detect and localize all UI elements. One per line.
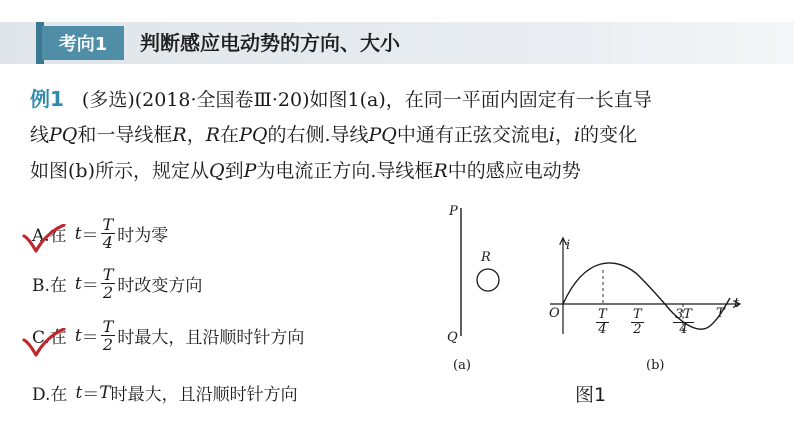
equals: ＝: [81, 226, 99, 246]
example-label: 例1: [30, 87, 64, 111]
section-title: 判断感应电动势的方向、大小: [140, 31, 400, 55]
equals: ＝: [81, 328, 99, 348]
figure-a: [440, 198, 520, 378]
text: 为电流正方向.导线框: [256, 160, 434, 182]
var-t: t: [74, 223, 82, 244]
loop-r: [477, 269, 499, 291]
option-c-prefix: C.在: [32, 328, 67, 348]
current-curve: [563, 263, 730, 329]
fraction-t-over-4: [101, 216, 116, 251]
var-t: t: [75, 382, 83, 403]
denominator: 4: [102, 233, 113, 252]
fraction-t-over-2: [101, 318, 116, 353]
fraction-t-over-2: [101, 266, 116, 301]
tick-t-over-2: [631, 308, 644, 337]
option-a-suffix: 时为零: [117, 226, 169, 246]
check-mark-icon: [20, 224, 66, 254]
text: 的右侧.导线: [267, 124, 369, 146]
tick-period: T: [716, 306, 725, 321]
text: 在: [220, 124, 240, 146]
option-b-suffix: 时改变方向: [117, 276, 203, 296]
denominator: 4: [598, 322, 607, 337]
text: ，: [554, 124, 574, 146]
numerator: T: [102, 265, 114, 284]
var-t: t: [74, 325, 82, 346]
text: 和一导线框: [77, 124, 173, 146]
option-b[interactable]: [32, 266, 202, 301]
text: 到: [224, 160, 244, 182]
numerator: T: [102, 317, 114, 336]
option-d[interactable]: [32, 380, 298, 405]
option-b-prefix: B.在: [32, 276, 67, 296]
var-pq: PQ: [239, 124, 268, 146]
caption-a: (a): [453, 358, 471, 373]
text: 的变化: [580, 124, 638, 146]
label-r: R: [481, 250, 491, 265]
axis-y-label: i: [566, 238, 571, 253]
check-mark-icon: [20, 328, 66, 358]
origin-label: O: [549, 306, 560, 321]
denominator: 2: [633, 322, 642, 337]
equals: ＝: [81, 276, 99, 296]
denominator: 2: [102, 283, 114, 302]
var-p: P: [243, 160, 257, 182]
numerator: 3T: [675, 307, 692, 322]
question-text-1: (多选)(2018·全国卷Ⅲ·20)如图1(a)，在同一平面内固定有一长直导: [81, 89, 652, 111]
topic-tag: 考向1: [42, 26, 124, 60]
var-pq: PQ: [368, 124, 397, 146]
var-r: R: [205, 124, 221, 146]
text: 中的感应电动势: [447, 160, 581, 182]
var-r: R: [433, 160, 448, 182]
option-c-suffix: 时最大，且沿顺时针方向: [117, 328, 305, 348]
option-d-suffix: 时最大，且沿顺时针方向: [110, 385, 298, 405]
denominator: 2: [102, 335, 114, 354]
numerator: T: [102, 215, 114, 234]
var-capital-t: T: [99, 382, 111, 403]
label-p: P: [449, 204, 458, 219]
text: 中通有正弦交流电: [396, 124, 549, 146]
option-d-prefix: D.在: [32, 385, 68, 405]
tick-3t-over-4: [673, 308, 694, 337]
figure-b-graph: [540, 230, 750, 340]
numerator: T: [633, 307, 642, 322]
axis-x-label: t: [734, 296, 740, 311]
var-t: t: [74, 273, 82, 294]
figure-title: 图1: [575, 384, 607, 406]
question-line-2: [30, 120, 637, 150]
var-q: Q: [209, 160, 225, 182]
label-q: Q: [447, 330, 458, 345]
denominator: 4: [679, 322, 688, 337]
numerator: T: [598, 307, 607, 322]
question-line-1: [30, 84, 652, 115]
text: 线: [30, 124, 50, 146]
text: 如图(b)所示，规定从: [30, 160, 209, 182]
tick-t-over-4: [596, 308, 609, 337]
var-i: i: [548, 124, 555, 146]
var-pq: PQ: [49, 124, 78, 146]
text: ，: [186, 124, 206, 146]
var-r: R: [172, 124, 187, 146]
equals: ＝: [82, 385, 100, 405]
option-c[interactable]: [32, 318, 304, 353]
caption-b: (b): [646, 358, 665, 373]
question-line-3: [30, 156, 581, 186]
option-a-prefix: A.在: [32, 226, 67, 246]
var-i: i: [573, 124, 581, 146]
